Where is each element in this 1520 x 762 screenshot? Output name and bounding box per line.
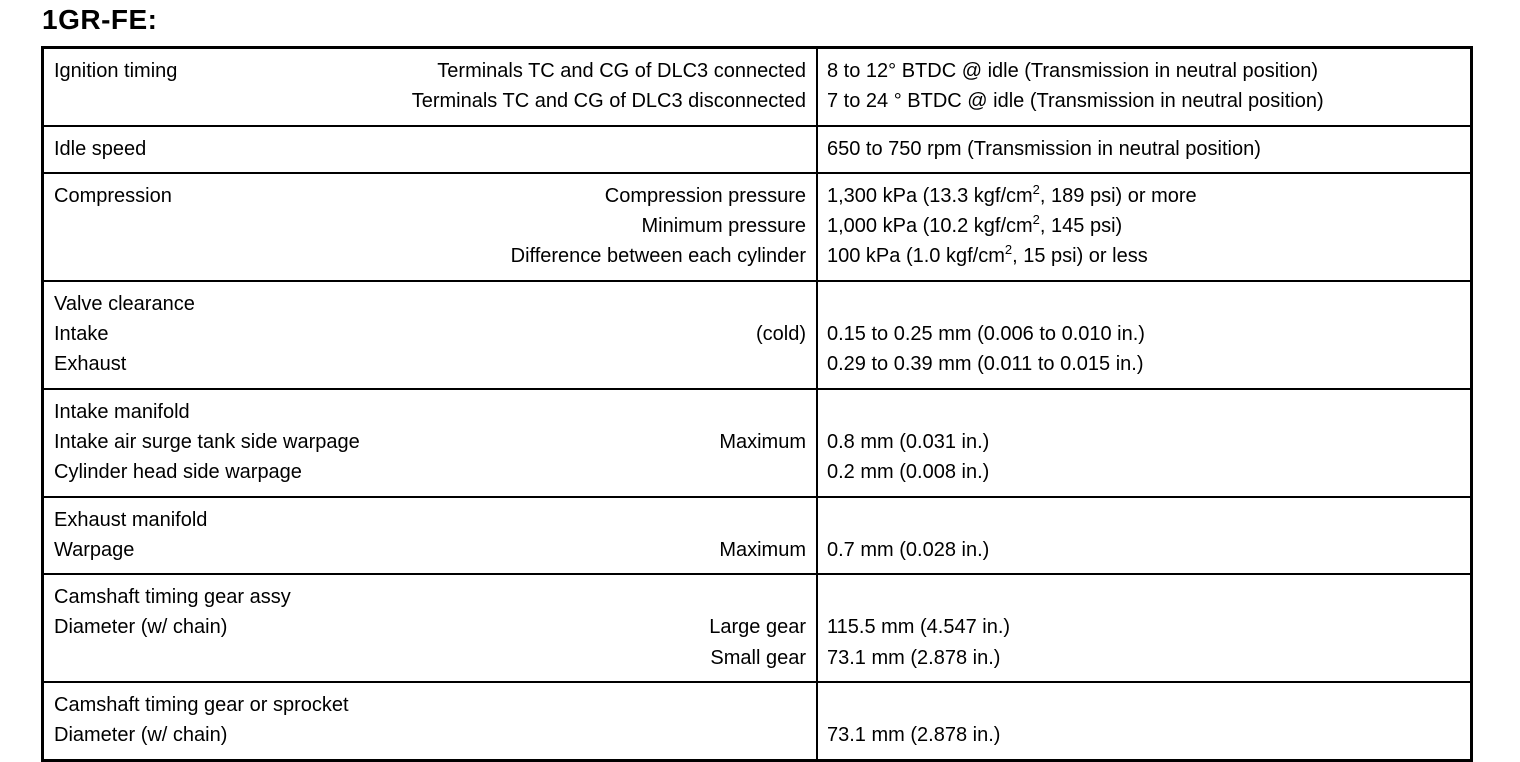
item-qualifier: Maximum — [719, 538, 806, 561]
spec-value — [827, 690, 1461, 720]
item-label: Exhaust — [54, 353, 127, 376]
value-text: , 145 psi) — [1039, 215, 1123, 238]
item-line — [54, 319, 806, 349]
spec-value-cell — [817, 497, 1472, 575]
item-label: Ignition timing — [54, 60, 178, 82]
spec-value — [827, 505, 1461, 535]
item-line — [54, 535, 806, 565]
item-line — [54, 720, 806, 750]
spec-item-cell — [43, 682, 818, 760]
item-line — [54, 349, 806, 379]
spec-value-cell — [817, 389, 1472, 497]
item-label: Diameter (w/ chain) — [54, 616, 228, 639]
spec-value: 0.8 mm (0.031 in.) — [827, 430, 990, 453]
superscript-exponent: 2 — [1032, 181, 1040, 197]
item-line — [54, 134, 806, 164]
table-row — [43, 574, 1472, 682]
item-line — [54, 211, 806, 241]
item-qualifier: Large gear — [709, 616, 806, 639]
superscript-exponent: 2 — [1004, 242, 1013, 258]
item-line — [54, 56, 806, 86]
spec-value-cell — [817, 126, 1472, 173]
item-line — [54, 457, 806, 487]
table-row — [43, 126, 1472, 173]
item-label: Cylinder head side warpage — [54, 461, 302, 484]
value-text: 1,000 kPa (10.2 kgf/cm — [827, 215, 1033, 238]
spec-value-cell — [817, 682, 1472, 760]
spec-value: 115.5 mm (4.547 in.) — [827, 616, 1011, 639]
spec-value: 0.15 to 0.25 mm (0.006 to 0.010 in.) — [827, 323, 1145, 346]
item-line — [54, 643, 806, 673]
spec-value-cell — [817, 173, 1472, 281]
item-qualifier: Terminals TC and CG of DLC3 connected — [437, 60, 806, 82]
spec-value-cell — [817, 574, 1472, 682]
item-line — [54, 505, 806, 535]
spec-value — [827, 397, 1461, 427]
item-label: Compression — [54, 184, 172, 207]
item-label: Diameter (w/ chain) — [54, 724, 228, 747]
spec-table — [41, 46, 1473, 762]
item-label: Intake manifold — [54, 400, 190, 423]
spec-value — [827, 241, 1461, 271]
spec-value: 73.1 mm (2.878 in.) — [827, 646, 1001, 669]
item-label: Intake air surge tank side warpage — [54, 430, 360, 453]
value-text: , 15 psi) or less — [1012, 245, 1148, 268]
spec-item-cell — [43, 574, 818, 682]
spec-item-cell — [43, 281, 818, 389]
item-label: Exhaust manifold — [54, 508, 208, 531]
item-line — [54, 690, 806, 720]
value-text: , 189 psi) or more — [1039, 184, 1197, 207]
spec-value: 0.7 mm (0.028 in.) — [827, 538, 990, 561]
table-row — [43, 281, 1472, 389]
item-label: Warpage — [54, 538, 135, 561]
item-line — [54, 241, 806, 271]
item-qualifier: Difference between each cylinder — [510, 245, 806, 268]
spec-value-cell — [817, 48, 1472, 126]
item-qualifier: (cold) — [755, 323, 806, 346]
table-row — [43, 682, 1472, 760]
item-qualifier: Small gear — [710, 646, 806, 669]
spec-item-cell — [43, 173, 818, 281]
spec-value: 7 to 24 ° BTDC @ idle (Transmission in neutral position) — [827, 90, 1324, 113]
item-line — [54, 181, 806, 211]
spec-item-cell — [43, 126, 818, 173]
spec-value — [827, 582, 1461, 612]
item-line — [54, 86, 806, 116]
item-line — [54, 397, 806, 427]
spec-item-cell — [43, 48, 818, 126]
table-row — [43, 497, 1472, 575]
document-title: 1GR-FE: — [42, 4, 158, 35]
value-text: 1,300 kPa (13.3 kgf/cm — [827, 184, 1033, 207]
table-row — [43, 173, 1472, 281]
item-qualifier: Terminals TC and CG of DLC3 disconnected — [411, 90, 806, 113]
spec-value: 8 to 12° BTDC @ idle (Transmission in neutral position) — [827, 60, 1319, 82]
item-line — [54, 427, 806, 457]
item-label: Idle speed — [54, 137, 147, 160]
value-text: 100 kPa (1.0 kgf/cm — [827, 245, 1005, 268]
spec-item-cell — [43, 497, 818, 575]
spec-value: 0.2 mm (0.008 in.) — [827, 461, 990, 484]
item-line — [54, 289, 806, 319]
spec-value — [827, 211, 1461, 241]
table-row — [43, 389, 1472, 497]
spec-item-cell — [43, 389, 818, 497]
item-qualifier: Minimum pressure — [641, 215, 806, 238]
item-qualifier: Compression pressure — [604, 184, 806, 207]
spec-value: 73.1 mm (2.878 in.) — [827, 724, 1001, 747]
spec-value — [827, 181, 1461, 211]
item-label: Intake — [54, 323, 109, 346]
spec-value: 650 to 750 rpm (Transmission in neutral position) — [827, 137, 1261, 160]
superscript-exponent: 2 — [1032, 212, 1040, 228]
spec-value-cell — [817, 281, 1472, 389]
item-label: Camshaft timing gear or sprocket — [54, 694, 349, 717]
item-line — [54, 582, 806, 612]
spec-value: 0.29 to 0.39 mm (0.011 to 0.015 in.) — [827, 353, 1144, 376]
item-label: Valve clearance — [54, 292, 195, 315]
table-row — [43, 48, 1472, 126]
item-line — [54, 612, 806, 642]
item-label: Camshaft timing gear assy — [54, 586, 291, 609]
spec-value — [827, 289, 1461, 319]
item-qualifier: Maximum — [719, 430, 806, 453]
